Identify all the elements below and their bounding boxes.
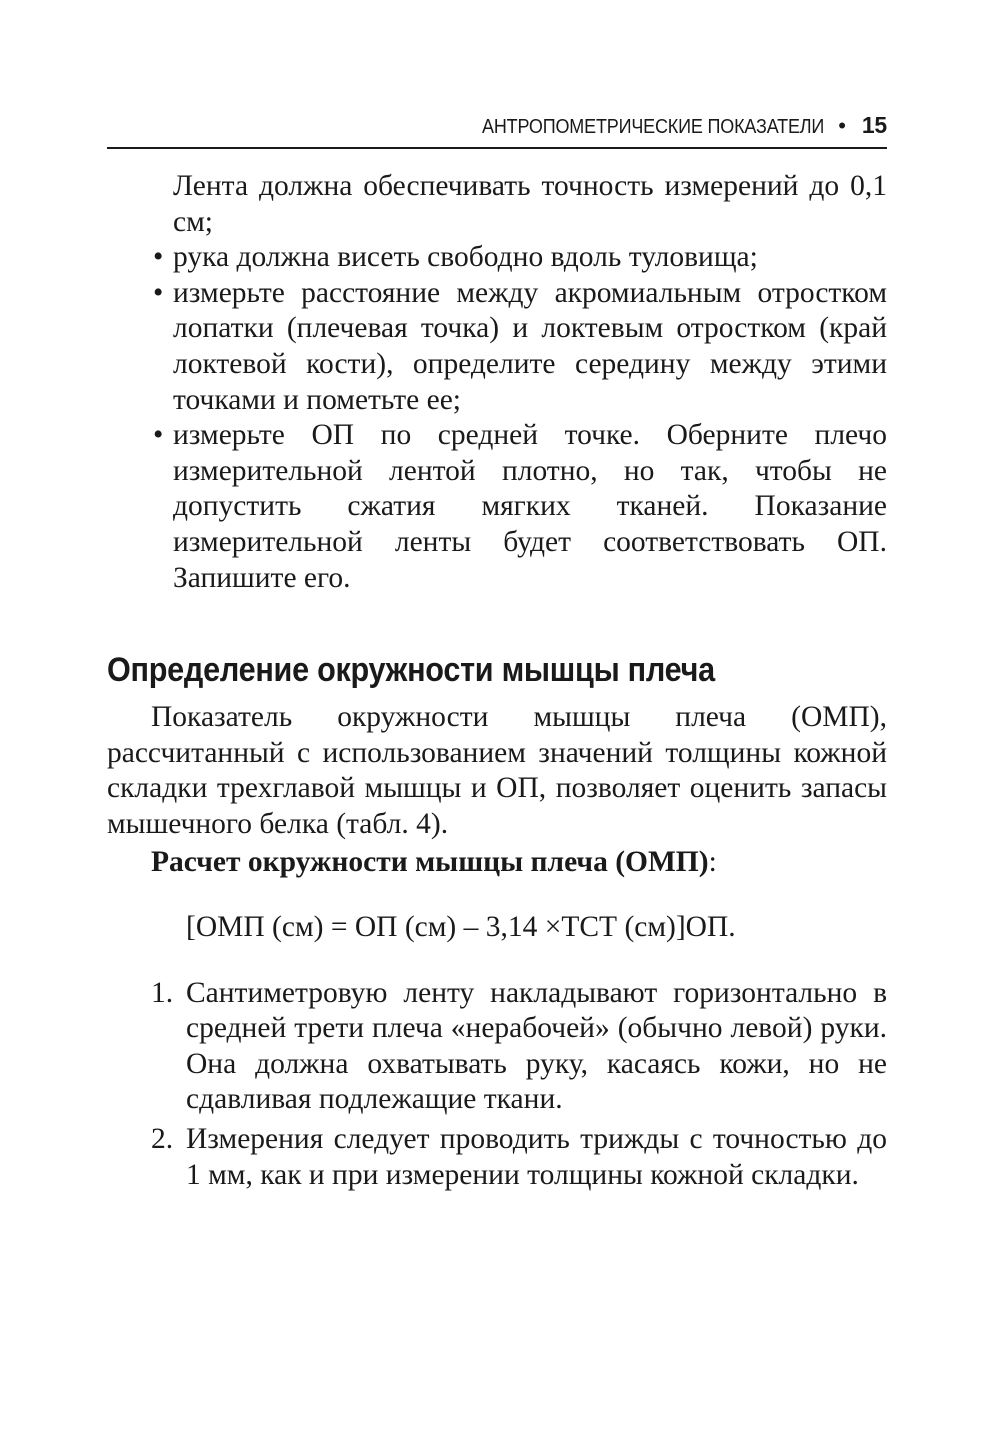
- bullet-marker: •: [153, 241, 164, 274]
- running-head-title: АНТРОПОМЕТРИЧЕСКИЕ ПОКАЗАТЕЛИ: [482, 116, 825, 138]
- bullet-text: рука должна висеть свободно вдоль туловища;: [173, 241, 758, 274]
- procedure-step-list: [107, 976, 887, 1194]
- bullet-marker: •: [153, 419, 164, 452]
- bullet-text: измерьте ОП по средней точке. Оберните плечо измерительной лентой плотно, но так, чтобы не допустить сжатия мягких тканей. Показание измерительной ленты будет соответствовать ОП. Запишите его.: [173, 419, 887, 594]
- running-head: [107, 112, 887, 149]
- calculation-heading-colon: :: [708, 845, 717, 878]
- instruction-bullet-list: [107, 240, 887, 596]
- running-head-separator: •: [838, 113, 846, 138]
- procedure-step: [107, 1122, 887, 1193]
- step-number: 1.: [151, 976, 174, 1009]
- bullet-item: [107, 276, 887, 418]
- calculation-heading-text: Расчет окружности мышцы плеча (ОМП): [151, 845, 709, 878]
- section-heading: Определение окружности мышцы плеча: [107, 651, 715, 690]
- bullet-item: [107, 418, 887, 596]
- step-text: Сантиметровую ленту накладывают горизонтально в средней трети плеча «нерабочей» (обычно левой) руки. Она должна охватывать руку, касаясь кожи, но не сдавливая подлежащие ткани.: [186, 976, 887, 1116]
- intro-paragraph: Показатель окружности мышцы плеча (ОМП), рассчитанный с использованием значений толщины кожной складки трехглавой мышцы и ОП, позволяет оценить запасы мышечного белка (табл. 4).: [107, 701, 887, 840]
- page-number: 15: [861, 112, 887, 138]
- step-text: Измерения следует проводить трижды с точностью до 1 мм, как и при измерении толщины кожной складки.: [186, 1123, 887, 1191]
- book-page: [107, 112, 887, 1193]
- calculation-heading: [107, 845, 887, 881]
- bullet-item: [107, 240, 887, 276]
- bullet-text: измерьте расстояние между акромиальным отростком лопатки (плечевая точка) и локтевым отростком (край локтевой кости), определите середину между этими точками и пометьте ее;: [173, 276, 887, 416]
- continued-paragraph: Лента должна обеспечивать точность измерений до 0,1 см;: [173, 170, 887, 238]
- page-body: [107, 169, 887, 1193]
- procedure-step: [107, 976, 887, 1118]
- bullet-marker: •: [153, 276, 164, 309]
- formula: [ОМП (см) = ОП (см) – 3,14 ×ТСТ (см)]ОП.: [186, 911, 736, 944]
- step-number: 2.: [151, 1123, 174, 1156]
